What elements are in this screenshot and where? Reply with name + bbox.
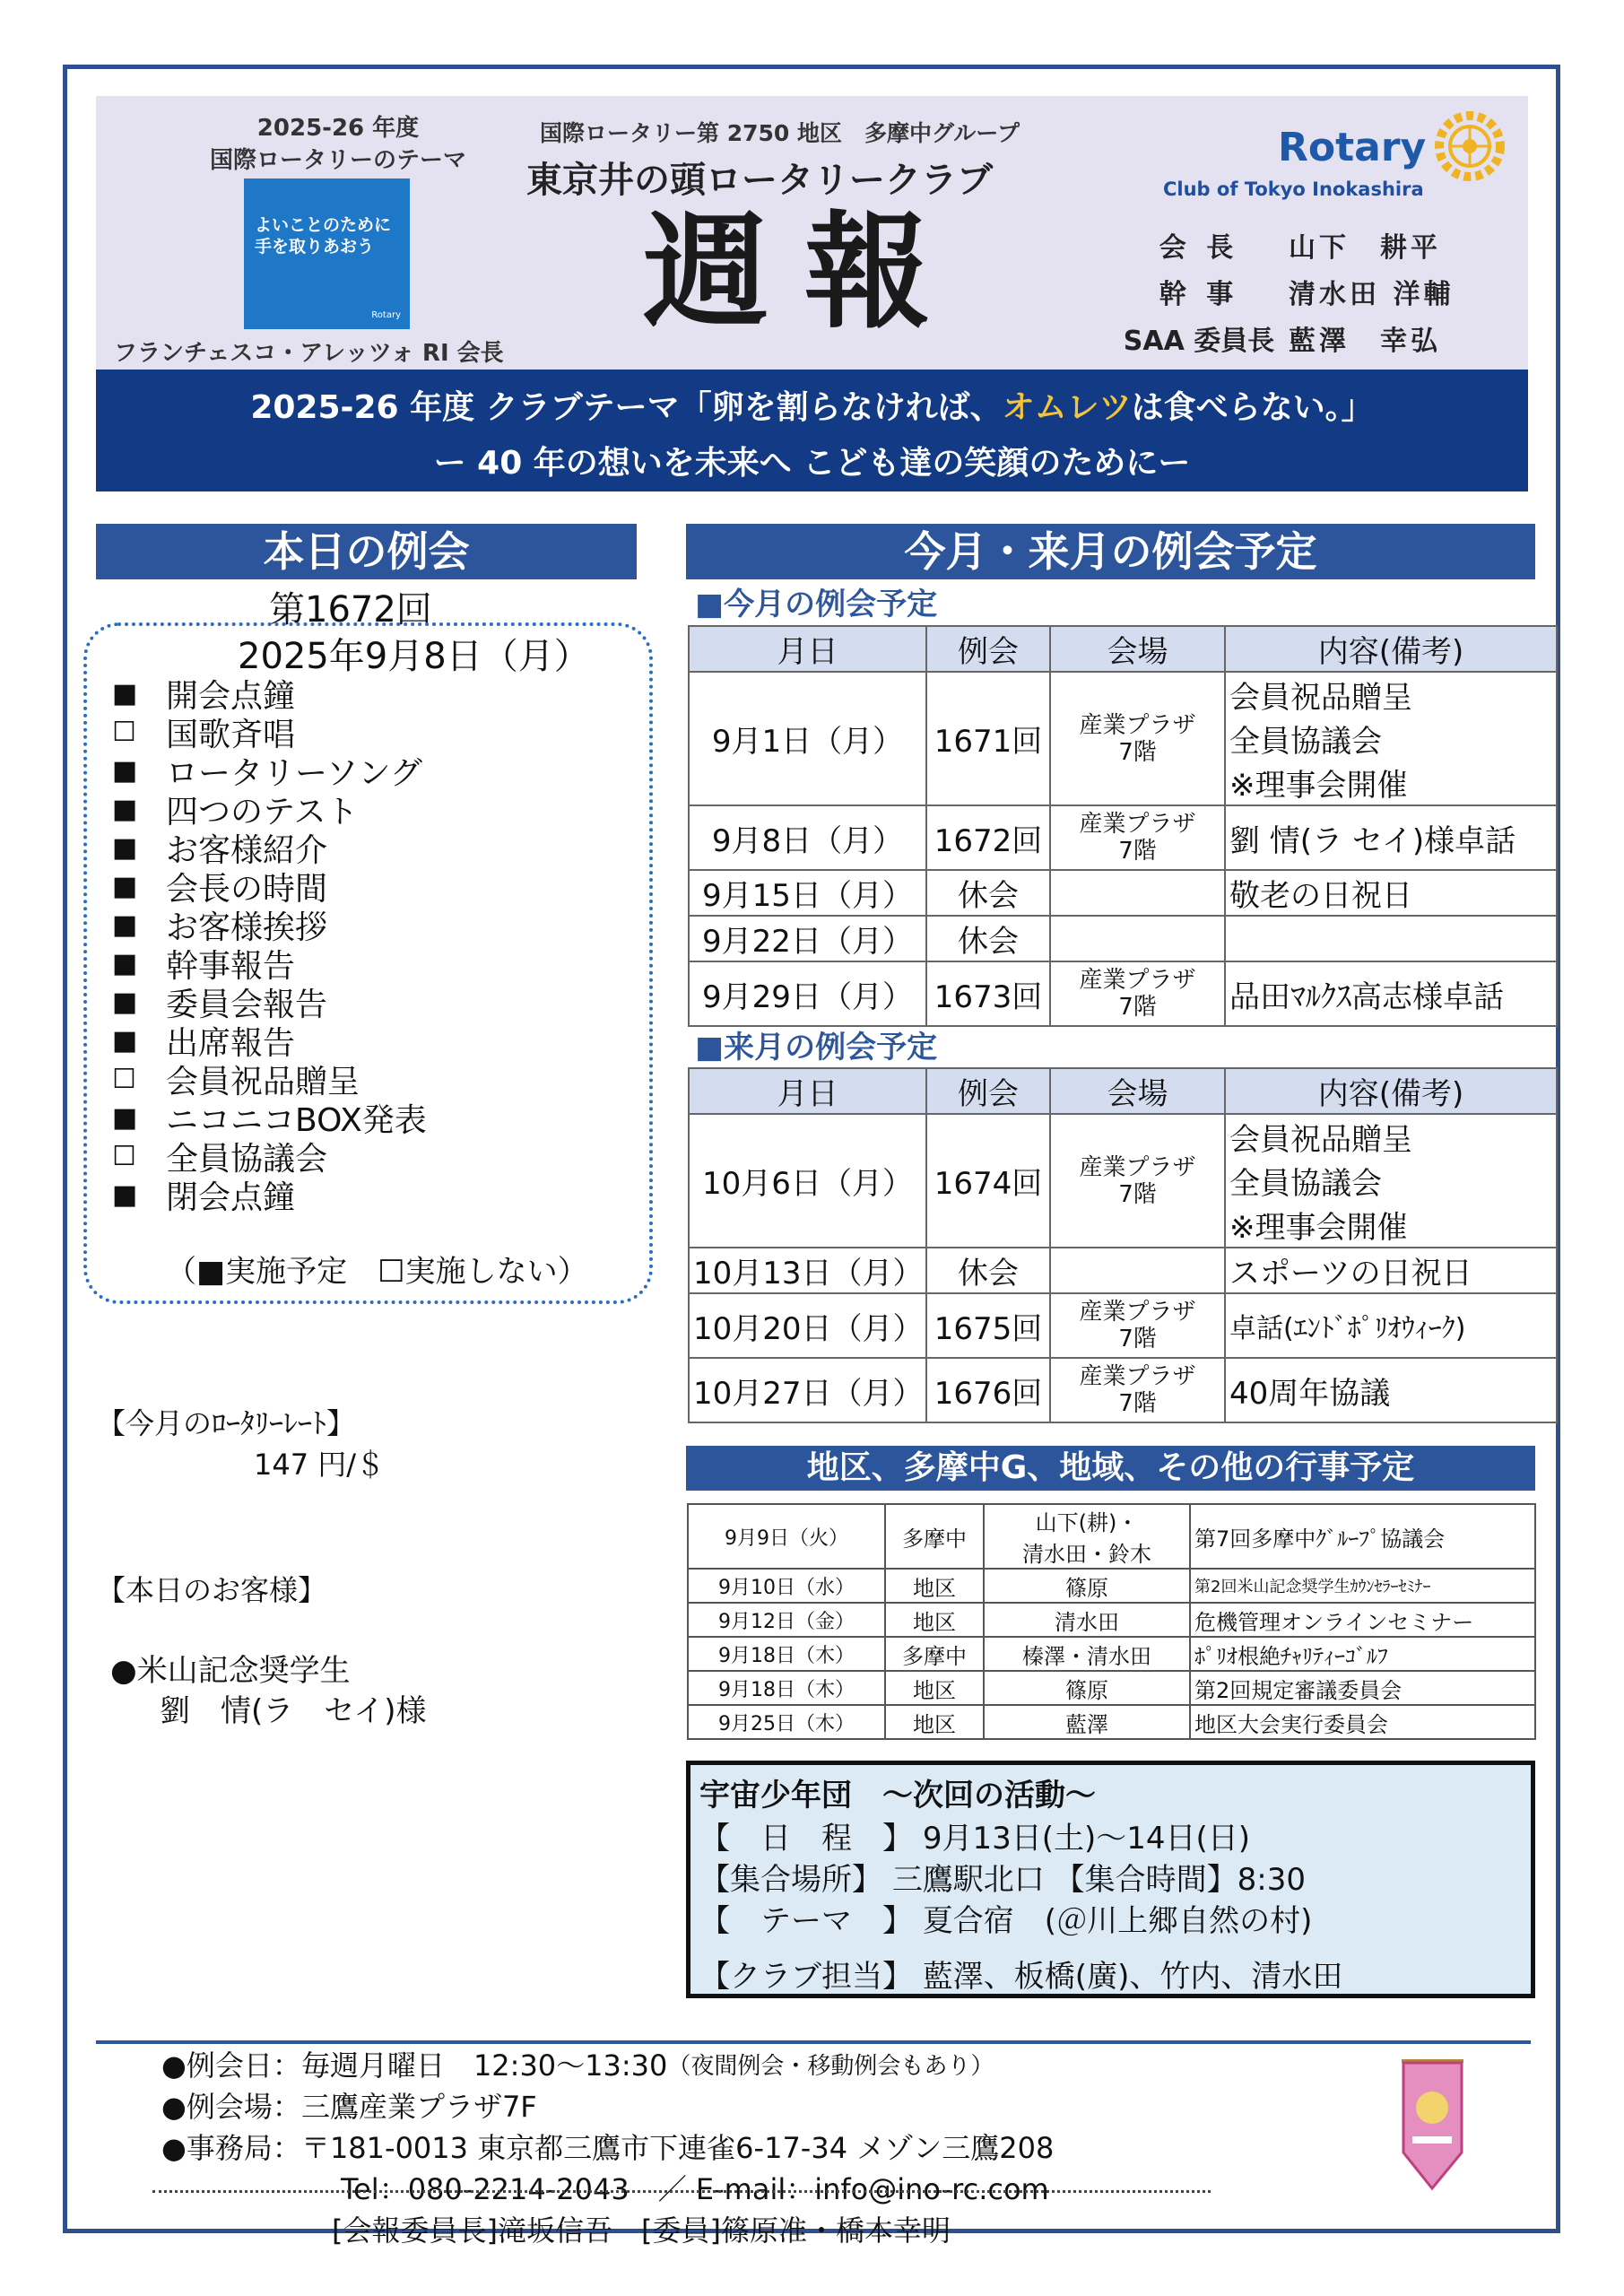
today-meeting-header: 本日の例会 bbox=[96, 524, 637, 579]
list-item: ☐ 会員祝品贈呈 bbox=[112, 1064, 360, 1100]
footer-meeting-place: ●例会場： 三鷹産業プラザ7F bbox=[161, 2090, 537, 2124]
club-theme: 2025-26 年度 クラブテーマ「卵を割らなければ、オムレツは食べらない。」 bbox=[250, 389, 1374, 426]
list-item: ■ 出席報告 bbox=[112, 1025, 296, 1062]
club-pennant-icon bbox=[1394, 2054, 1471, 2197]
footer-office: ●事務局： 〒181-0013 東京都三鷹市下連雀6-17-34 メゾン三鷹208 bbox=[161, 2131, 1055, 2165]
schedule-header: 今月・来月の例会予定 bbox=[686, 524, 1535, 579]
table-header-row: 月日 例会 会場 内容(備考) bbox=[689, 626, 1557, 672]
table-row: 9月1日（月） 1671回 産業プラザ 7階 会員祝品贈呈 全員協議会 ※理事会開催 bbox=[689, 672, 1557, 805]
table-row: 9月18日（木） 多摩中 榛澤・清水田 ﾎﾟﾘｵ根絶ﾁｬﾘﾃｨｰｺﾞﾙﾌ bbox=[688, 1637, 1535, 1671]
table-row: 10月20日（月） 1675回 産業プラザ 7階 卓話(ｴﾝﾄﾞﾎﾟﾘｵｳｨｰｸ) bbox=[689, 1293, 1557, 1358]
footer-info bbox=[161, 2043, 1054, 2249]
list-item: ■ 開会点鐘 bbox=[112, 678, 296, 715]
rotary-wheel-icon bbox=[1434, 110, 1506, 182]
ri-theme-logo bbox=[244, 178, 410, 329]
space-club-title: 宇宙少年団 ～次回の活動～ bbox=[699, 1778, 1096, 1813]
list-item: ■ 委員会報告 bbox=[112, 987, 328, 1023]
club-theme-band bbox=[96, 370, 1528, 491]
list-item: ■ 四つのテスト bbox=[112, 794, 359, 831]
masthead bbox=[96, 96, 1528, 370]
table-row: 9月8日（月） 1672回 産業プラザ 7階 劉 情(ラ セイ)様卓話 bbox=[689, 805, 1557, 870]
this-month-table bbox=[688, 625, 1558, 1027]
list-item: ■ ロータリーソング bbox=[112, 755, 422, 792]
events-header: 地区、多摩中G、地域、その他の行事予定 bbox=[686, 1446, 1535, 1491]
table-row: 9月12日（金） 地区 清水田 危機管理オンラインセミナー bbox=[688, 1603, 1535, 1637]
club-subtheme: ー 40 年の想いを未来へ こども達の笑顔のためにー bbox=[433, 445, 1191, 482]
next-month-table bbox=[688, 1067, 1558, 1423]
ri-theme-heading: 2025-26 年度 国際ロータリーのテーマ bbox=[209, 115, 466, 174]
footer-contact: Tel：080-2214-2043 ／ E-mail：info@ino-rc.com bbox=[341, 2172, 1049, 2206]
table-row: 9月25日（木） 地区 藍澤 地区大会実行委員会 bbox=[688, 1705, 1535, 1739]
page-title: 週報 bbox=[643, 200, 967, 346]
table-row: 10月27日（月） 1676回 産業プラザ 7階 40周年協議 bbox=[689, 1358, 1557, 1422]
footer-meeting-day: ●例会日： 毎週月曜日 12:30～13:30 （夜間例会・移動例会もあり） bbox=[161, 2048, 994, 2083]
table-row: 9月15日（月） 休会 敬老の日祝日 bbox=[689, 870, 1557, 916]
space-club-staff: 【クラブ担当】 藍澤、板橋(廣)、竹内、清水田 bbox=[699, 1959, 1343, 1995]
program-list bbox=[112, 674, 427, 1214]
officer-row: 会 長 山下 耕平 bbox=[1159, 232, 1441, 264]
space-club-theme: 【 テーマ 】 夏合宿 (＠川上郷自然の村) bbox=[699, 1903, 1313, 1939]
list-item: ☐ 国歌斉唱 bbox=[112, 717, 296, 753]
next-month-label: ■来月の例会予定 bbox=[695, 1030, 938, 1065]
club-name: 東京井の頭ロータリークラブ bbox=[526, 160, 993, 201]
space-club-schedule: 【 日 程 】 9月13日(土)～14日(日) bbox=[699, 1821, 1251, 1857]
officer-row: SAA 委員長 藍澤 幸弘 bbox=[1123, 326, 1441, 357]
table-row: 10月6日（月） 1674回 産業プラザ 7階 会員祝品贈呈 全員協議会 ※理事会開催 bbox=[689, 1114, 1557, 1248]
rotary-logo-text: Rotary bbox=[1278, 125, 1427, 170]
officers-list bbox=[1109, 222, 1468, 361]
this-month-label: ■今月の例会予定 bbox=[695, 587, 938, 622]
list-item: ■ 閉会点鐘 bbox=[112, 1179, 296, 1216]
officer-row: 幹 事 清水田 洋輔 bbox=[1159, 279, 1455, 310]
district-name: 国際ロータリー第 2750 地区 多摩中グループ bbox=[540, 120, 1020, 146]
meeting-number: 第1672回 bbox=[269, 589, 432, 631]
table-row: 9月22日（月） 休会 bbox=[689, 916, 1557, 961]
footer-editors: [会報委員長]滝坂信吾 [委員]篠原准・橋本幸明 bbox=[332, 2213, 951, 2248]
ri-logo-mark: Rotary bbox=[371, 310, 401, 320]
guest-label: 【本日のお客様】 bbox=[97, 1573, 327, 1607]
table-row: 9月18日（木） 地区 篠原 第2回規定審議委員会 bbox=[688, 1671, 1535, 1705]
rotary-club-sub: Club of Tokyo Inokashira bbox=[1163, 178, 1424, 200]
rotary-rate-value: 147 円/＄ bbox=[254, 1448, 386, 1482]
rotary-rate-label: 【今月のﾛｰﾀﾘｰﾚｰﾄ】 bbox=[97, 1406, 356, 1440]
guest-name: 劉 情(ラ セイ)様 bbox=[160, 1693, 427, 1729]
table-header-row: 月日 例会 会場 内容(備考) bbox=[689, 1068, 1557, 1114]
events-table bbox=[687, 1503, 1536, 1740]
list-item: ☐ 全員協議会 bbox=[112, 1141, 328, 1178]
table-row: 9月9日（火） 多摩中 山下(耕)・ 清水田・鈴木 第7回多摩中ｸﾞﾙｰﾌﾟ協議会 bbox=[688, 1504, 1535, 1569]
list-item: ■ 会長の時間 bbox=[112, 871, 328, 908]
list-item: ■ 幹事報告 bbox=[112, 948, 296, 985]
guest-category: ●米山記念奨学生 bbox=[110, 1653, 351, 1689]
list-item: ■ お客様紹介 bbox=[112, 832, 328, 869]
program-legend: （■実施予定 ☐実施しない） bbox=[166, 1254, 588, 1290]
meeting-date: 2025年9月8日（月） bbox=[238, 636, 590, 677]
table-row: 9月29日（月） 1673回 産業プラザ 7階 品田ﾏﾙｸｽ高志様卓話 bbox=[689, 961, 1557, 1026]
space-club-meeting: 【集合場所】 三鷹駅北口 【集合時間】8:30 bbox=[699, 1862, 1306, 1898]
list-item: ■ お客様挨拶 bbox=[112, 909, 328, 946]
ri-theme-text: よいことのために手を取りあおう bbox=[255, 215, 392, 257]
footer-dotted-rule bbox=[152, 2190, 1211, 2193]
table-row: 10月13日（月） 休会 スポーツの日祝日 bbox=[689, 1248, 1557, 1293]
ri-president: フランチェスコ・アレッツォ RI 会長 bbox=[114, 340, 504, 367]
list-item: ■ ニコニコBOX発表 bbox=[112, 1102, 427, 1139]
table-row: 9月10日（水） 地区 篠原 第2回米山記念奨学生ｶｳﾝｾﾗｰｾﾐﾅｰ bbox=[688, 1569, 1535, 1603]
space-club-box bbox=[686, 1761, 1535, 1998]
